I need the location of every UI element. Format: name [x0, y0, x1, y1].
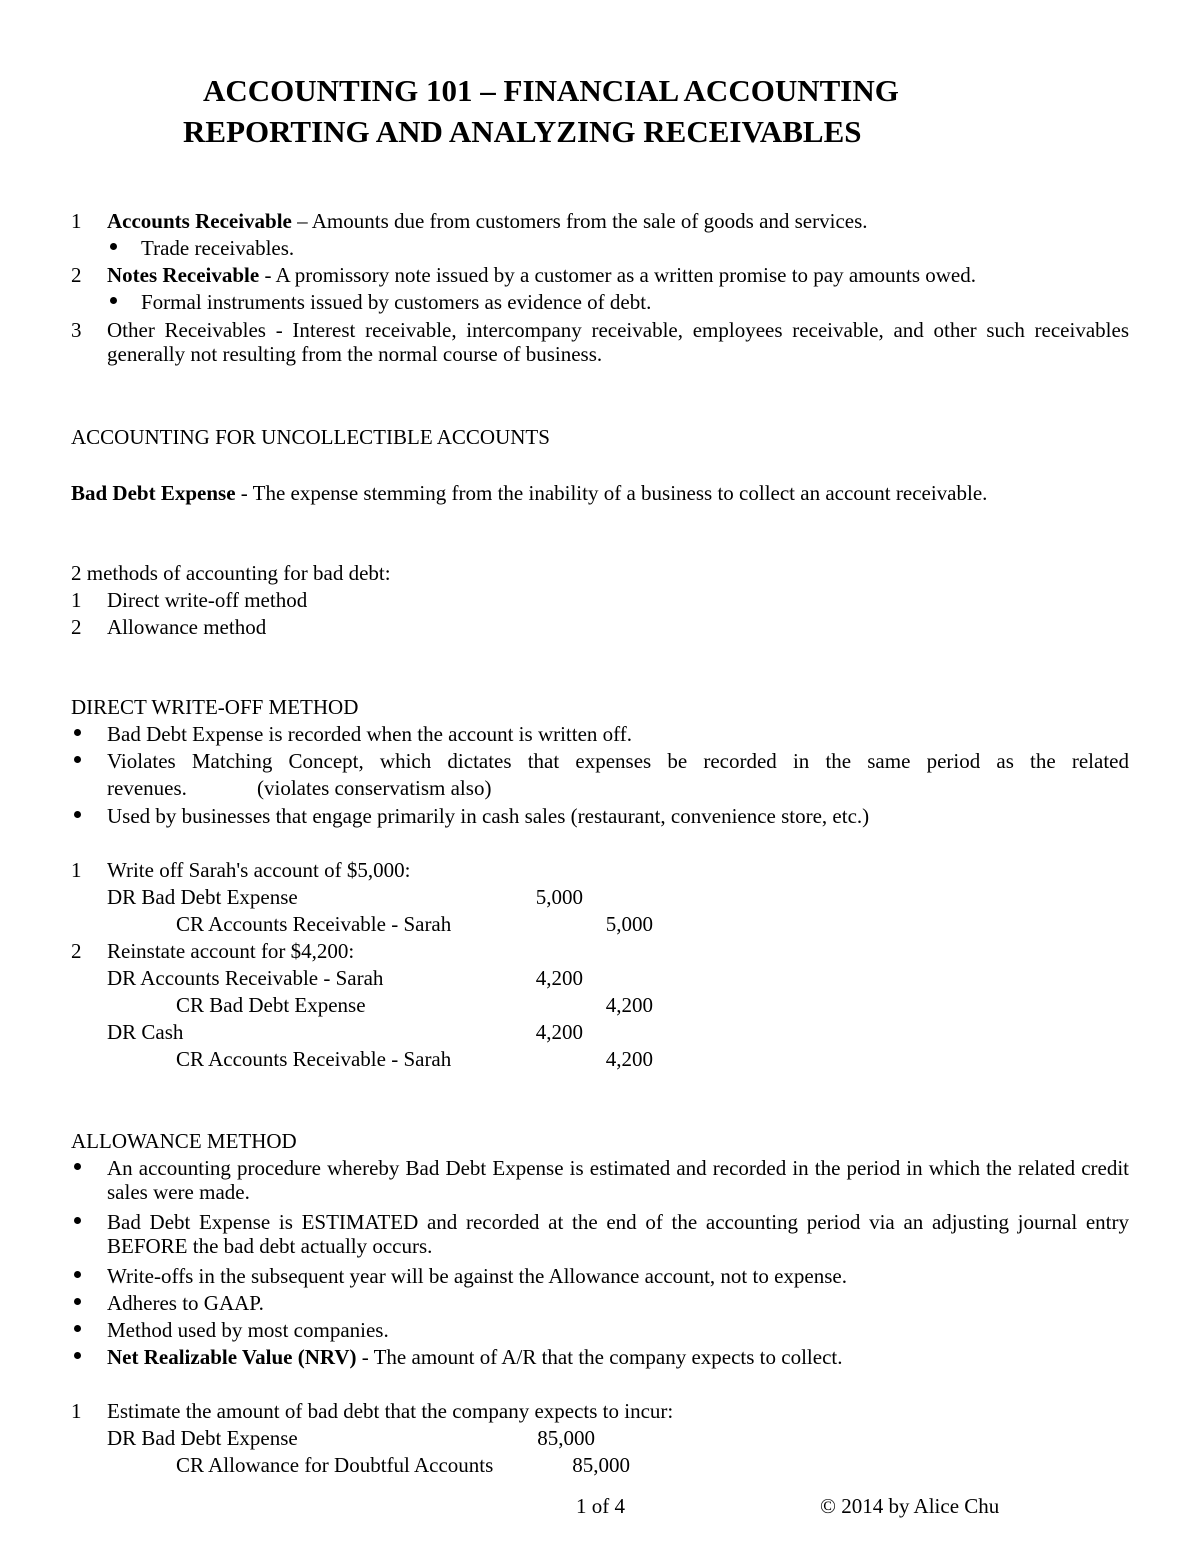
bullet-icon	[74, 1298, 81, 1305]
method-allowance: Allowance method	[107, 615, 267, 639]
bullet-icon	[74, 1352, 81, 1359]
credit-account: CR Bad Debt Expense	[176, 993, 366, 1017]
list-item-notes-receivable	[107, 263, 976, 287]
entry-description: Estimate the amount of bad debt that the company expects to incur:	[107, 1399, 674, 1423]
list-number: 3	[71, 318, 82, 342]
definition-text: - The amount of A/R that the company expects to collect.	[356, 1345, 843, 1369]
direct-bullet-2-note: (violates conservatism also)	[257, 776, 492, 800]
term-bad-debt-expense: Bad Debt Expense	[71, 481, 236, 505]
direct-bullet-2-continued: revenues.	[107, 776, 187, 800]
method-direct-write-off: Direct write-off method	[107, 588, 308, 612]
term-notes-receivable: Notes Receivable	[107, 263, 260, 287]
term-net-realizable-value: Net Realizable Value (NRV)	[107, 1345, 357, 1369]
bullet-icon	[74, 756, 81, 763]
bullet-icon	[74, 729, 81, 736]
list-number: 2	[71, 615, 82, 639]
bullet-icon	[110, 297, 117, 304]
term-accounts-receivable: Accounts Receivable	[107, 209, 292, 233]
bad-debt-definition	[71, 481, 987, 505]
debit-amount: 4,200	[535, 1020, 583, 1044]
copyright: © 2014 by Alice Chu	[820, 1494, 1000, 1518]
debit-account: DR Accounts Receivable - Sarah	[107, 966, 384, 990]
credit-amount: 4,200	[605, 993, 653, 1017]
entry-description: Write off Sarah's account of $5,000:	[107, 858, 411, 882]
list-number: 2	[71, 939, 82, 963]
bullet-icon	[74, 811, 81, 818]
debit-account: DR Cash	[107, 1020, 184, 1044]
debit-amount: 5,000	[535, 885, 583, 909]
page-title-line-2: REPORTING AND ANALYZING RECEIVABLES	[183, 114, 862, 149]
list-number: 1	[71, 858, 82, 882]
bullet-icon	[74, 1325, 81, 1332]
credit-account: CR Accounts Receivable - Sarah	[176, 1047, 452, 1071]
entry-description: Reinstate account for $4,200:	[107, 939, 355, 963]
bullet-icon	[74, 1163, 81, 1170]
definition-text: – Amounts due from customers from the sale of goods and services.	[291, 209, 868, 233]
direct-bullet-1: Bad Debt Expense is recorded when the account is written off.	[107, 722, 633, 746]
list-number: 1	[71, 209, 82, 233]
allowance-bullet-3: Write-offs in the subsequent year will be against the Allowance account, not to expense.	[107, 1264, 847, 1288]
bullet-icon	[74, 1271, 81, 1278]
allowance-bullet-1: An accounting procedure whereby Bad Debt Expense is estimated and recorded in the period in which the related credit sales were made.	[107, 1156, 1129, 1205]
credit-amount: 4,200	[605, 1047, 653, 1071]
credit-account: CR Allowance for Doubtful Accounts	[176, 1453, 494, 1477]
list-number: 2	[71, 263, 82, 287]
list-number: 1	[71, 1399, 82, 1423]
bullet-icon	[74, 1217, 81, 1224]
definition-text: - A promissory note issued by a customer as a written promise to pay amounts owed.	[259, 263, 977, 287]
debit-amount: 85,000	[537, 1426, 595, 1450]
methods-intro: 2 methods of accounting for bad debt:	[71, 561, 391, 585]
direct-bullet-3: Used by businesses that engage primarily in cash sales (restaurant, convenience store, etc.)	[107, 804, 870, 828]
allowance-bullet-5: Method used by most companies.	[107, 1318, 389, 1342]
page-number: 1 of 4	[576, 1494, 625, 1518]
direct-bullet-2: Violates Matching Concept, which dictates that expenses be recorded in the same period as the related	[107, 749, 1129, 773]
credit-amount: 85,000	[572, 1453, 630, 1477]
debit-account: DR Bad Debt Expense	[107, 885, 298, 909]
debit-amount: 4,200	[535, 966, 583, 990]
credit-account: CR Accounts Receivable - Sarah	[176, 912, 452, 936]
bullet-icon	[110, 243, 117, 250]
allowance-bullet-4: Adheres to GAAP.	[107, 1291, 264, 1315]
sub-list-item: Trade receivables.	[141, 236, 295, 260]
allowance-bullet-6	[107, 1345, 842, 1369]
credit-amount: 5,000	[605, 912, 653, 936]
section-heading-allowance: ALLOWANCE METHOD	[71, 1129, 297, 1153]
allowance-bullet-2: Bad Debt Expense is ESTIMATED and recorded at the end of the accounting period via an adjusting journal entry BEFORE the bad debt actually occurs.	[107, 1210, 1129, 1259]
sub-list-item: Formal instruments issued by customers as evidence of debt.	[141, 290, 652, 314]
list-number: 1	[71, 588, 82, 612]
page-title-line-1: ACCOUNTING 101 – FINANCIAL ACCOUNTING	[203, 73, 899, 108]
section-heading-direct-write-off: DIRECT WRITE-OFF METHOD	[71, 695, 359, 719]
debit-account: DR Bad Debt Expense	[107, 1426, 298, 1450]
section-heading-uncollectible: ACCOUNTING FOR UNCOLLECTIBLE ACCOUNTS	[71, 425, 550, 449]
list-item-accounts-receivable	[107, 209, 868, 233]
list-item-other-receivables: Other Receivables - Interest receivable, intercompany receivable, employees receivable, and other such receivables generally not resulting from the normal course of business.	[107, 318, 1129, 367]
definition-text: - The expense stemming from the inability of a business to collect an account receivable.	[235, 481, 988, 505]
